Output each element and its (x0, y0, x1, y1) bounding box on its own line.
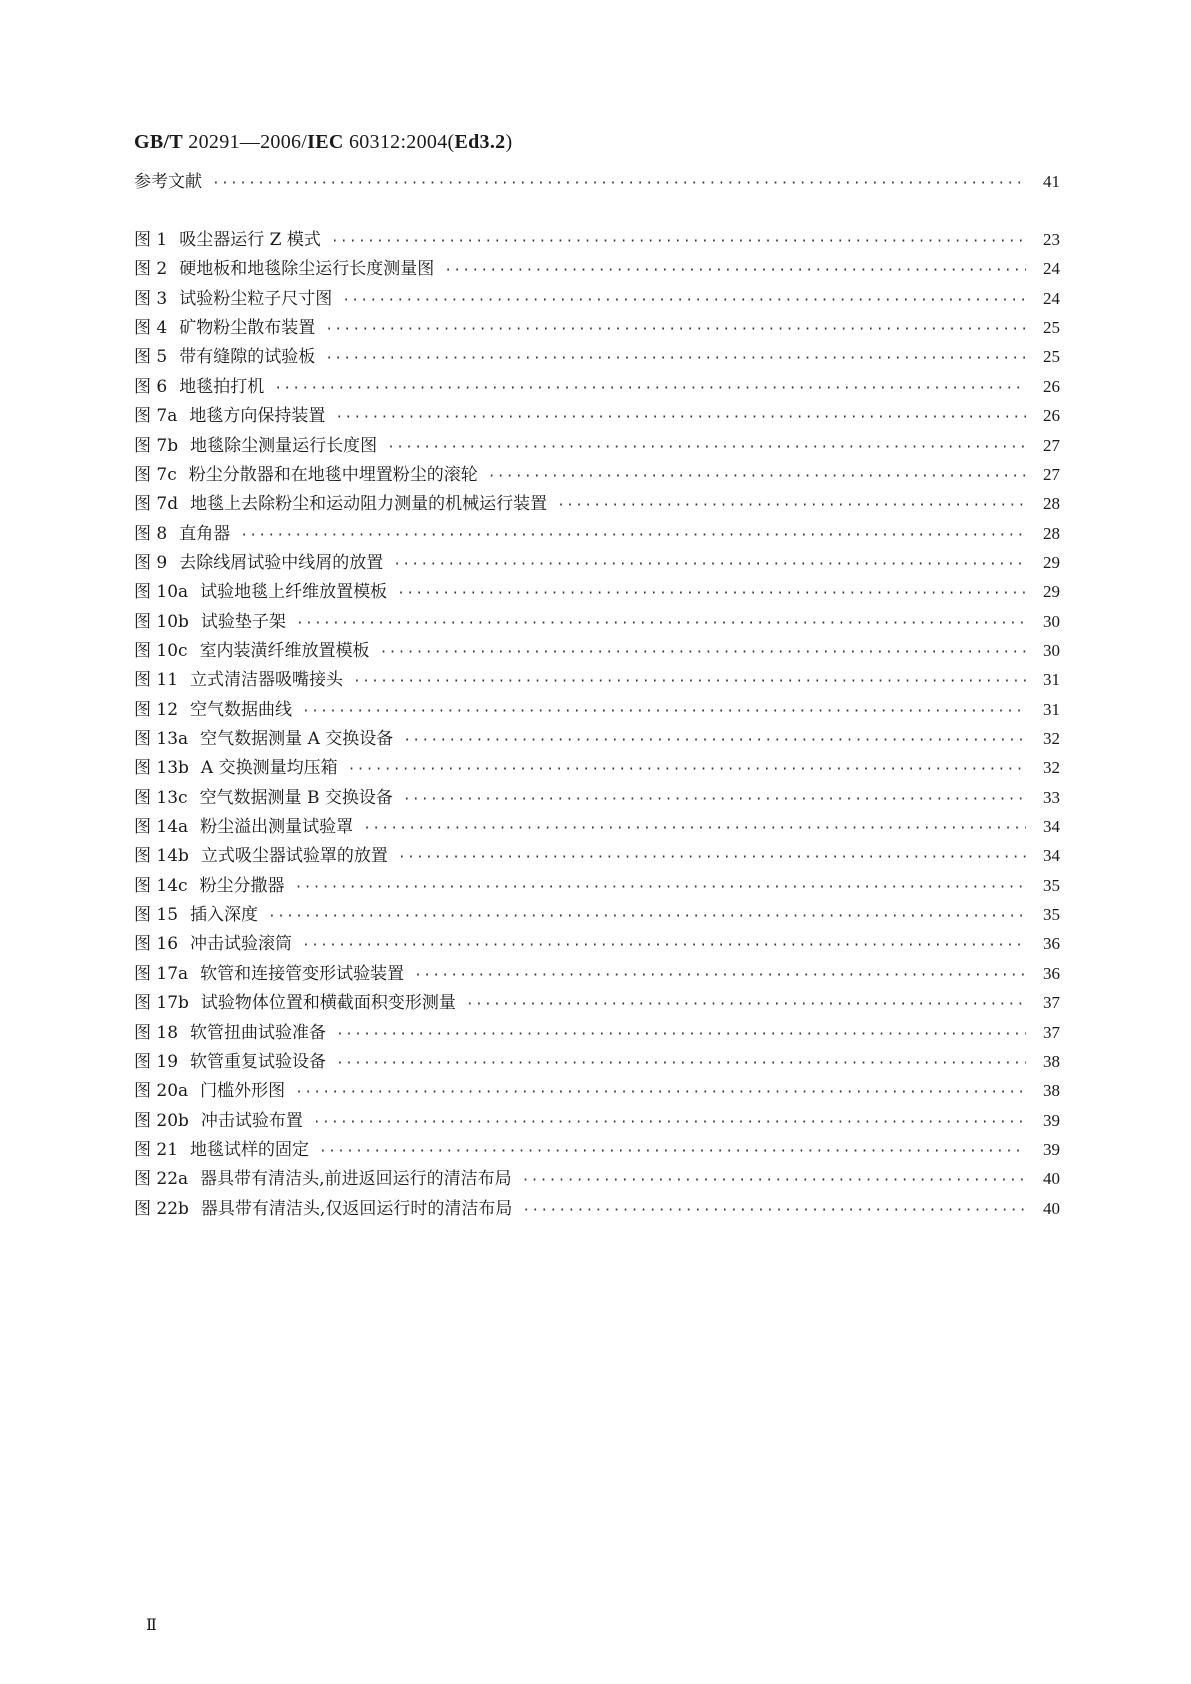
figure-page-number: 23 (1043, 230, 1060, 249)
figure-number: 图 15 (134, 905, 179, 926)
figure-page-number: 40 (1043, 1198, 1060, 1218)
figure-page-number: 37 (1043, 993, 1060, 1013)
toc-entry-figure[interactable] (134, 1019, 1060, 1047)
references-label: 参考文献 (134, 172, 202, 192)
figure-label (134, 402, 325, 430)
edition: Ed3.2 (454, 131, 506, 153)
figure-page-number: 39 (1043, 1110, 1060, 1130)
toc-entry-figure[interactable] (134, 520, 1060, 548)
figure-label (134, 1195, 512, 1223)
toc-entry-figure[interactable] (134, 578, 1060, 606)
toc-entry-figure[interactable] (134, 226, 1060, 254)
dot-leader (295, 874, 1026, 902)
figure-label (134, 989, 456, 1017)
figure-title: 室内装潢纤维放置模板 (199, 640, 370, 661)
figure-label (134, 696, 292, 724)
figure-page-number: 34 (1043, 817, 1060, 836)
figure-label (134, 842, 388, 870)
dot-leader (398, 844, 1026, 872)
figure-label (134, 608, 286, 636)
dot-leader (403, 786, 1026, 814)
toc-entry-figure[interactable] (134, 813, 1060, 841)
dot-leader (414, 962, 1026, 990)
figure-label (134, 1165, 512, 1193)
figure-page-number: 32 (1043, 729, 1060, 748)
standard-number: 20291—2006/ (183, 131, 308, 153)
dot-leader (336, 1050, 1026, 1078)
figure-label (134, 285, 332, 313)
figure-page-number: 34 (1043, 846, 1060, 866)
figure-label (134, 872, 285, 900)
figure-page-number: 38 (1043, 1081, 1060, 1101)
dot-leader (444, 257, 1026, 285)
figure-title: 地毯拍打机 (179, 376, 265, 397)
figure-page-number: 35 (1043, 905, 1060, 925)
dot-leader (295, 1079, 1026, 1107)
figure-title: 空气数据曲线 (190, 699, 293, 720)
figure-page-number: 25 (1043, 318, 1060, 338)
figure-page-number: 33 (1043, 787, 1060, 807)
dot-leader (522, 1197, 1026, 1225)
figure-title: 地毯上去除粉尘和运动阻力测量的机械运行装置 (190, 494, 548, 515)
document-header (134, 131, 512, 154)
toc-entry-figure[interactable] (134, 1107, 1060, 1135)
figure-label (134, 960, 404, 988)
figure-title: 去除线屑试验中线屑的放置 (179, 552, 384, 573)
figure-title: 硬地板和地毯除尘运行长度测量图 (179, 259, 435, 280)
dot-leader (348, 756, 1026, 784)
figure-label (134, 725, 393, 753)
figure-label (134, 930, 292, 958)
toc-entry-figure[interactable] (134, 960, 1060, 988)
figure-title: 试验粉尘粒子尺寸图 (179, 288, 333, 309)
figure-page-number: 30 (1043, 611, 1060, 631)
figure-number: 图 13b (134, 758, 189, 779)
figure-label (134, 490, 547, 518)
dot-leader (488, 463, 1026, 491)
toc-entry-figure[interactable] (134, 901, 1060, 929)
figure-title: 器具带有清洁头,前进返回运行的清洁布局 (200, 1169, 512, 1190)
toc-entry-figure[interactable] (134, 402, 1060, 430)
dot-leader (274, 375, 1026, 403)
figure-title: 试验垫子架 (200, 611, 286, 632)
toc-entry-figure[interactable] (134, 373, 1060, 401)
dot-leader (240, 522, 1026, 550)
figure-page-number: 37 (1043, 1022, 1060, 1042)
toc-entry-figure[interactable] (134, 1048, 1060, 1076)
toc-entry-figure[interactable] (134, 696, 1060, 724)
figure-number: 图 10c (134, 640, 188, 661)
figure-number: 图 17a (134, 963, 189, 984)
iec-number: 60312:2004( (343, 131, 455, 153)
figure-label (134, 1019, 326, 1047)
toc-entry-figure[interactable] (134, 608, 1060, 636)
figure-page-number: 25 (1043, 347, 1060, 367)
dot-leader (387, 434, 1026, 462)
figure-number: 图 2 (134, 259, 168, 280)
figure-number: 图 5 (134, 347, 168, 368)
figure-title: A 交换测量均压箱 (200, 758, 338, 779)
figure-number: 图 21 (134, 1139, 179, 1160)
toc-entry-figure[interactable] (134, 285, 1060, 313)
dot-leader (363, 815, 1026, 843)
figure-number: 图 16 (134, 934, 179, 955)
page-number-footer: Ⅱ (146, 1617, 157, 1634)
references-page: 41 (1043, 172, 1060, 191)
toc-entry-references[interactable] (134, 168, 1060, 196)
figure-label (134, 461, 478, 489)
figure-label (134, 1107, 303, 1135)
toc-entry-figure[interactable] (134, 989, 1060, 1017)
dot-leader (403, 727, 1026, 755)
figure-title: 冲击试验滚筒 (190, 934, 293, 955)
figure-number: 图 17b (134, 993, 189, 1014)
figure-label (134, 784, 393, 812)
figure-number: 图 14a (134, 817, 189, 837)
dot-leader (557, 492, 1026, 520)
figure-title: 带有缝隙的试验板 (179, 347, 316, 368)
toc-entry-figure[interactable] (134, 490, 1060, 518)
dot-leader (302, 698, 1026, 726)
toc-entry-figure[interactable] (134, 549, 1060, 577)
figure-number: 图 6 (134, 376, 168, 397)
close-paren: ) (505, 131, 513, 153)
figure-title: 地毯试样的固定 (190, 1139, 310, 1160)
figure-number: 图 7c (134, 464, 177, 485)
toc-entry-figure[interactable] (134, 255, 1060, 283)
dot-leader (380, 639, 1026, 667)
figure-title: 立式吸尘器试验罩的放置 (200, 846, 388, 867)
dot-leader (331, 228, 1026, 256)
standard-code: GB/T (134, 131, 183, 153)
figure-number: 图 1 (134, 230, 168, 250)
figure-number: 图 14b (134, 846, 189, 867)
figure-number: 图 20a (134, 1081, 189, 1102)
figure-title: 粉尘溢出测量试验罩 (200, 817, 354, 837)
figure-label (134, 754, 338, 782)
figure-number: 图 8 (134, 523, 168, 544)
figure-title: 空气数据测量 A 交换设备 (200, 729, 394, 749)
figure-page-number: 40 (1043, 1169, 1060, 1189)
figure-title: 软管扭曲试验准备 (190, 1022, 327, 1043)
figure-label (134, 520, 230, 548)
figure-label (134, 549, 383, 577)
toc-entry-figure[interactable] (134, 461, 1060, 489)
figure-page-number: 27 (1043, 464, 1060, 484)
toc-entry-figure[interactable] (134, 1195, 1060, 1223)
figure-number: 图 14c (134, 875, 188, 896)
dot-leader (313, 1109, 1026, 1137)
figure-label (134, 1077, 285, 1105)
toc-entry-figure[interactable] (134, 666, 1060, 694)
dot-leader (522, 1167, 1026, 1195)
figure-label (134, 901, 258, 929)
toc-entry-figure[interactable] (134, 842, 1060, 870)
figure-page-number: 26 (1043, 406, 1060, 426)
figure-page-number: 28 (1043, 494, 1060, 514)
figure-page-number: 26 (1043, 376, 1060, 396)
dot-leader (335, 404, 1026, 432)
dot-leader (296, 610, 1026, 638)
figure-page-number: 28 (1043, 523, 1060, 543)
toc-entry-figure[interactable] (134, 784, 1060, 812)
figure-page-number: 35 (1043, 875, 1060, 895)
dot-leader (319, 1138, 1026, 1166)
toc-entry-figure[interactable] (134, 1165, 1060, 1193)
figure-page-number: 31 (1043, 670, 1060, 690)
dot-leader (325, 316, 1026, 344)
figure-title: 粉尘分散器和在地毯中埋置粉尘的滚轮 (188, 464, 478, 485)
figure-page-number: 27 (1043, 435, 1060, 455)
figure-number: 图 22a (134, 1169, 189, 1190)
figure-number: 图 7b (134, 435, 179, 456)
figure-page-number: 30 (1043, 640, 1060, 660)
figure-label (134, 255, 434, 283)
figure-number: 图 7a (134, 406, 178, 427)
dot-leader (466, 991, 1026, 1019)
figure-title: 地毯方向保持装置 (189, 406, 326, 427)
figure-title: 地毯除尘测量运行长度图 (190, 435, 378, 456)
figure-number: 图 13c (134, 787, 188, 808)
toc-entry-figure[interactable] (134, 1077, 1060, 1105)
dot-leader (325, 345, 1026, 373)
toc-entry-figure[interactable] (134, 930, 1060, 958)
figure-page-number: 24 (1043, 288, 1060, 308)
figure-page-number: 29 (1043, 552, 1060, 572)
figure-page-number: 29 (1043, 582, 1060, 602)
figure-label (134, 813, 353, 841)
figure-number: 图 13a (134, 729, 189, 749)
dot-leader (393, 551, 1026, 579)
figure-page-number: 24 (1043, 259, 1060, 279)
figure-title: 吸尘器运行 Z 模式 (179, 230, 321, 250)
iec-code: IEC (307, 131, 344, 153)
dot-leader (342, 287, 1026, 315)
toc-entry-figure[interactable] (134, 754, 1060, 782)
figure-number: 图 9 (134, 552, 168, 573)
dot-leader (336, 1021, 1026, 1049)
figure-title: 软管和连接管变形试验装置 (200, 963, 405, 984)
figure-title: 插入深度 (190, 905, 259, 926)
toc-entry-figure[interactable] (134, 343, 1060, 371)
figure-title: 立式清洁器吸嘴接头 (190, 670, 344, 691)
figure-label (134, 578, 387, 606)
figure-label (134, 432, 377, 460)
figure-label (134, 314, 315, 342)
figure-title: 试验物体位置和横截面积变形测量 (200, 993, 456, 1014)
figure-page-number: 36 (1043, 963, 1060, 983)
figure-label (134, 1048, 326, 1076)
dot-leader (353, 668, 1026, 696)
toc-entry-figure[interactable] (134, 314, 1060, 342)
figure-page-number: 39 (1043, 1139, 1060, 1159)
figure-number: 图 11 (134, 670, 179, 691)
dot-leader (302, 932, 1026, 960)
figure-label (134, 373, 264, 401)
figure-title: 直角器 (179, 523, 231, 544)
figure-number: 图 4 (134, 318, 168, 339)
figure-label (134, 226, 321, 254)
figure-number: 图 20b (134, 1110, 189, 1131)
figure-number: 图 7d (134, 494, 179, 515)
toc-entry-figure[interactable] (134, 1136, 1060, 1164)
figure-title: 门槛外形图 (200, 1081, 286, 1102)
figure-number: 图 12 (134, 699, 179, 720)
figure-page-number: 32 (1043, 758, 1060, 778)
figure-page-number: 36 (1043, 934, 1060, 954)
dot-leader (268, 903, 1026, 931)
figure-title: 试验地毯上纤维放置模板 (200, 582, 388, 603)
figure-number: 图 22b (134, 1198, 189, 1219)
figure-title: 软管重复试验设备 (190, 1051, 327, 1072)
figure-label (134, 666, 343, 694)
toc-entry-figure[interactable] (134, 637, 1060, 665)
figure-number: 图 19 (134, 1051, 179, 1072)
figure-number: 图 10b (134, 611, 189, 632)
figure-number: 图 10a (134, 582, 189, 603)
figure-page-number: 31 (1043, 699, 1060, 719)
toc-entry-figure[interactable] (134, 432, 1060, 460)
figure-number: 图 18 (134, 1022, 179, 1043)
figure-title: 空气数据测量 B 交换设备 (199, 787, 393, 808)
figure-title: 矿物粉尘散布装置 (179, 318, 316, 339)
figure-title: 粉尘分撒器 (199, 875, 285, 896)
figure-label (134, 343, 315, 371)
toc-entry-figure[interactable] (134, 872, 1060, 900)
toc-entry-figure[interactable] (134, 725, 1060, 753)
dot-leader (212, 170, 1026, 198)
figure-title: 冲击试验布置 (200, 1110, 303, 1131)
figure-page-number: 38 (1043, 1051, 1060, 1071)
figure-label (134, 637, 370, 665)
figure-number: 图 3 (134, 288, 168, 309)
figure-title: 器具带有清洁头,仅返回运行时的清洁布局 (200, 1198, 513, 1219)
dot-leader (397, 580, 1026, 608)
figure-label (134, 1136, 309, 1164)
